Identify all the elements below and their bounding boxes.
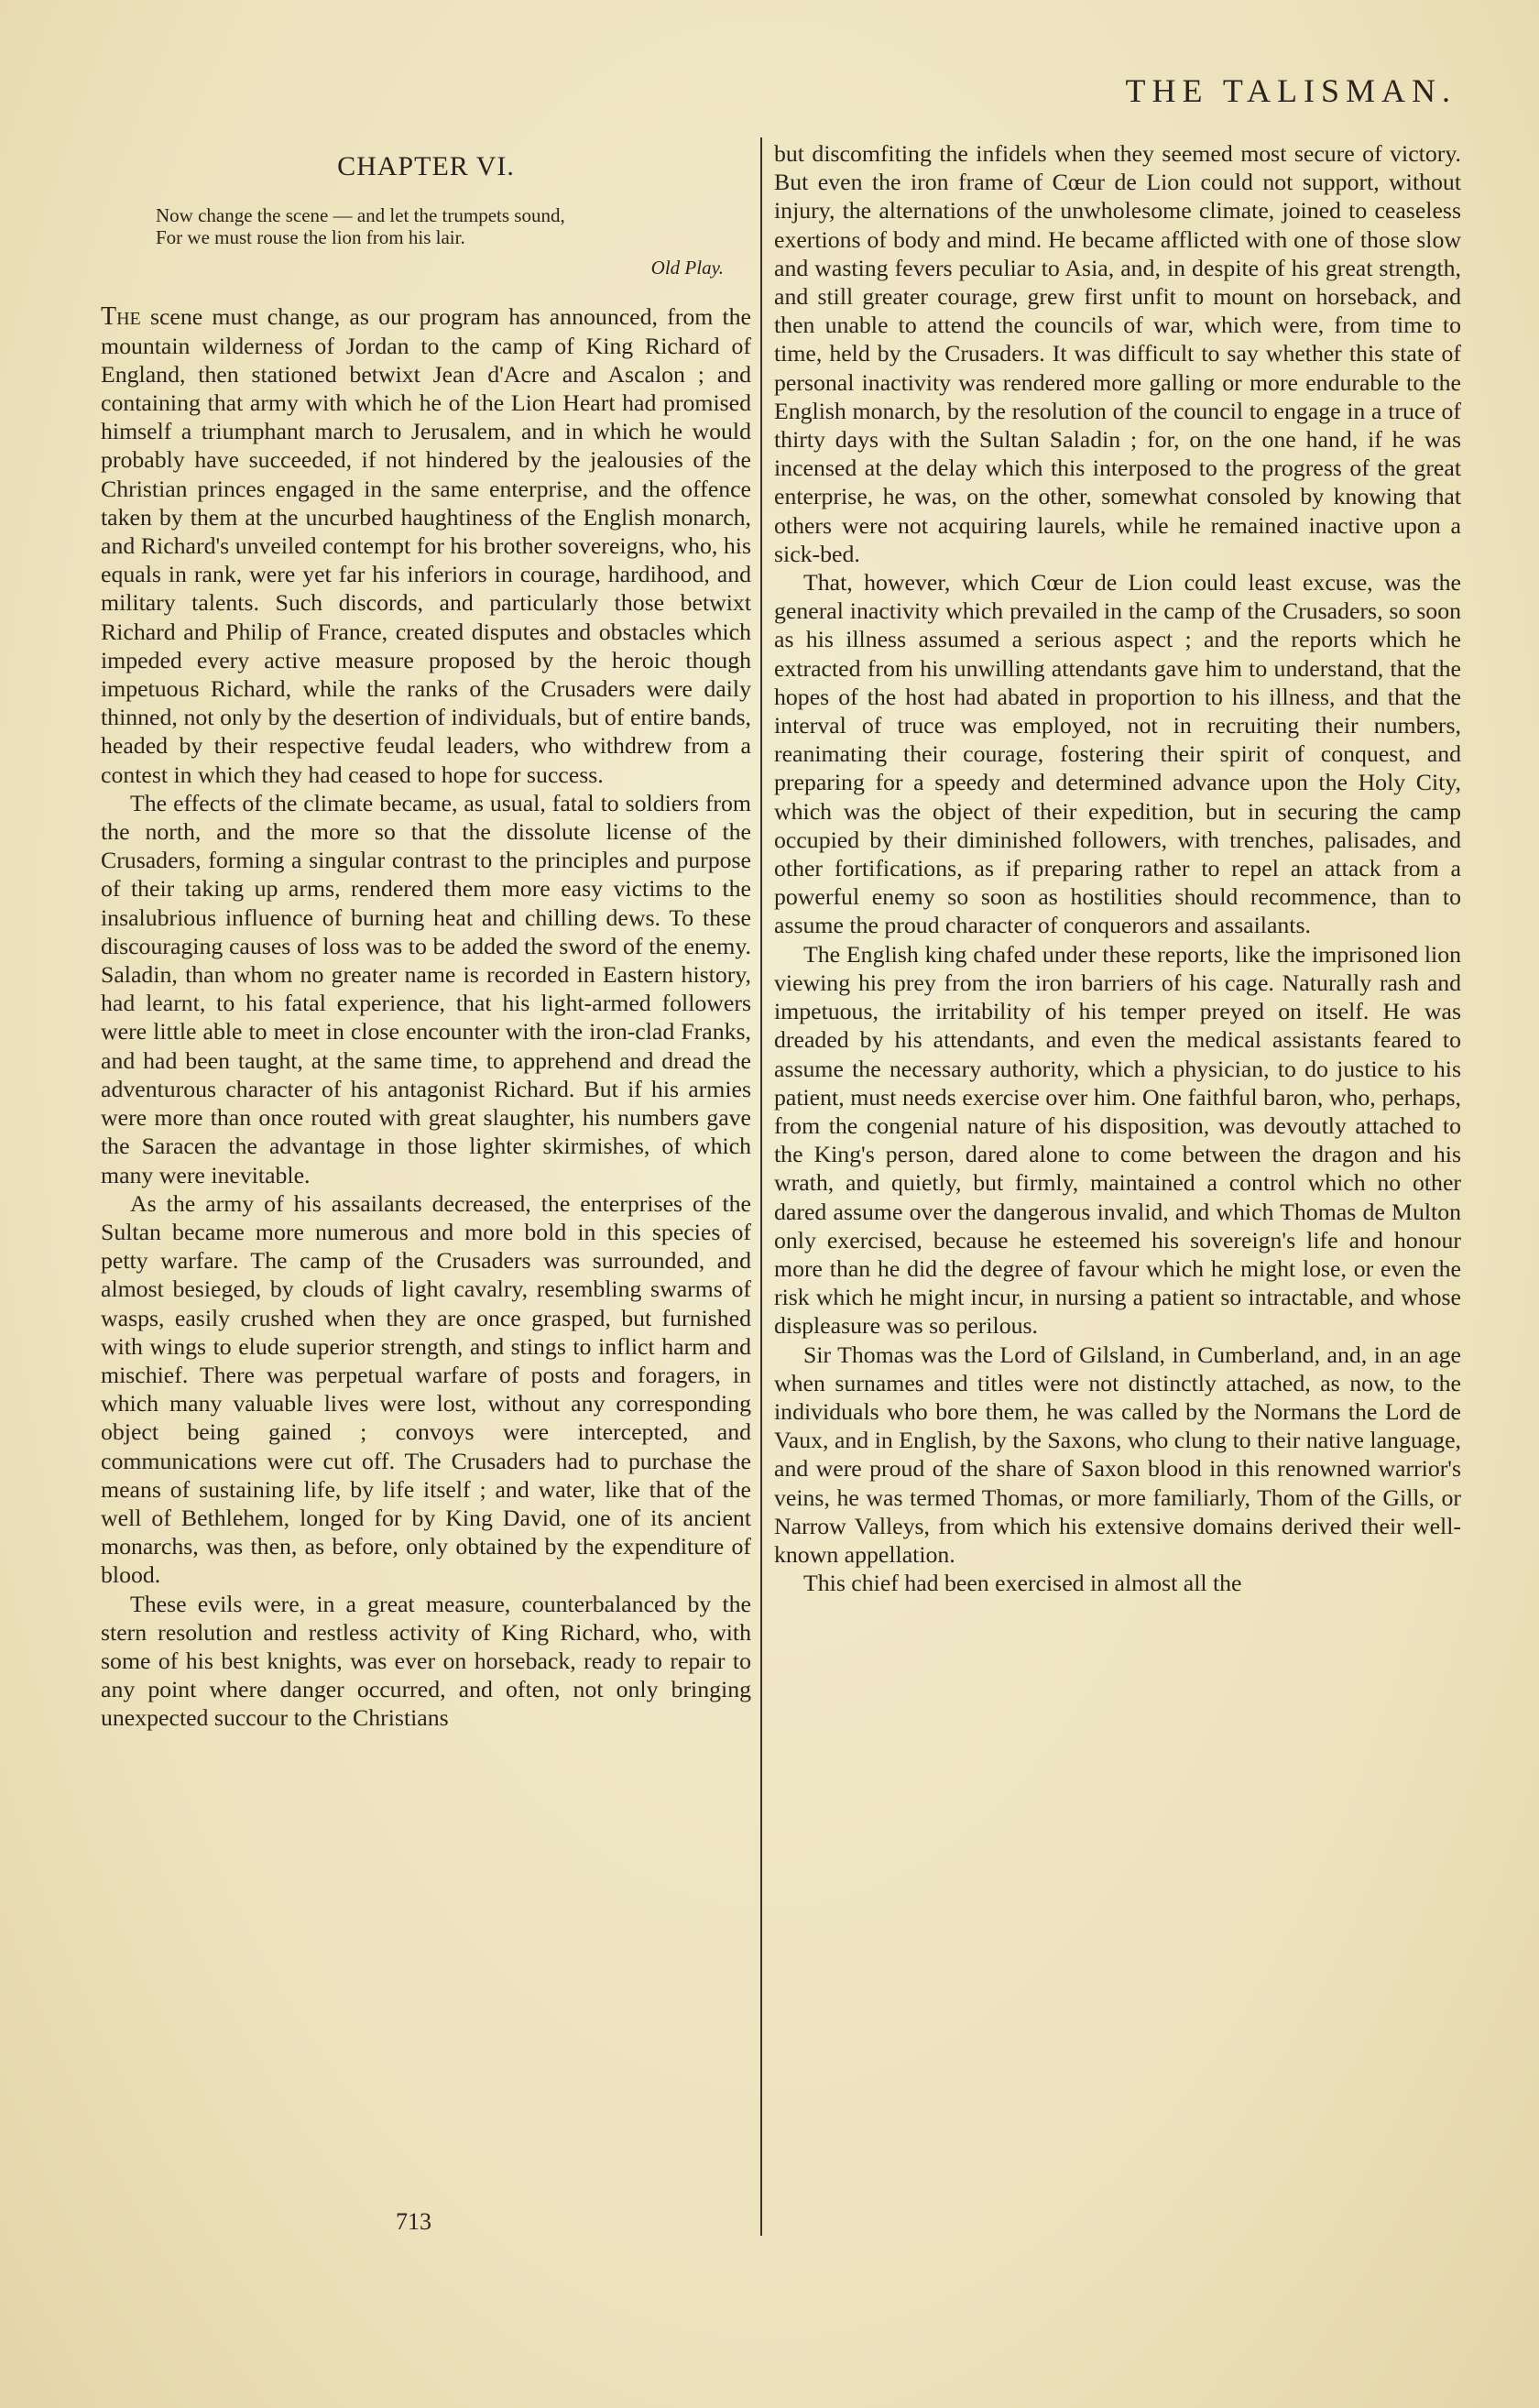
epigraph-line: For we must rouse the lion from his lair. bbox=[156, 226, 465, 249]
paragraph bbox=[101, 302, 751, 788]
paragraph: but discomfiting the infidels when they seemed most secure of victory. But even the iron frame of Cœur de Lion could not support, without injury, the alternations of the unwholesome climate, joined to ceaseless exertions of body and mind. He became afflicted with one of those slow and wasting fevers peculiar to Asia, and, in despite of his great strength, and still greater courage, grew first unfit to mount on horseback, and then unable to attend the councils of war, which were, from time to time, held by the Crusaders. It was difficult to say whether this state of personal inactivity was rendered more galling or more endurable to the English monarch, by the resolution of the council to engage in a truce of thirty days with the Sultan Saladin ; for, on the one hand, if he was incensed at the delay which this interposed to the progress of the great enterprise, he was, on the other, somewhat consoled by knowing that others were not acquiring laurels, while he remained inactive upon a sick-bed. bbox=[774, 140, 1461, 567]
paragraph: The English king chafed under these reports, like the imprisoned lion viewing his prey from the iron barriers of his cage. Naturally rash and impetuous, the irritability of his temper preyed on itself. He was dreaded by his attendants, and even the medical assistants feared to assume the necessary authority, which a physician, to do justice to his patient, must needs exercise over him. One faithful baron, who, perhaps, from the congenial nature of his disposition, was devoutly attached to the King's person, dared alone to come between the dragon and his wrath, and quietly, but firmly, maintained a control which no other dared assume over the dangerous invalid, and which Thomas de Multon only exercised, because he esteemed his sovereign's life and honour more than he did the degree of favour which he might lose, or even the risk which he might incur, in nursing a patient so intractable, and whose displeasure was so perilous. bbox=[774, 940, 1461, 1340]
paragraph: As the army of his assailants decreased, the enterprises of the Sultan became more numerous and more bold in this species of petty warfare. The camp of the Crusaders was surrounded, and almost besieged, by clouds of light cavalry, resembling swarms of wasps, easily crushed when they are once grasped, but furnished with wings to elude superior strength, and stings to inflict harm and mischief. There was perpetual warfare of posts and foragers, in which many valuable lives were lost, without any corresponding object being gained ; convoys were intercepted, and communications were cut off. The Crusaders had to purchase the means of sustaining life, by life itself ; and water, like that of the well of Bethlehem, longed for by King David, one of its ancient monarchs, was then, as before, only obtained by the expenditure of blood. bbox=[101, 1189, 751, 1589]
column-rule bbox=[760, 137, 762, 2236]
paragraph: Sir Thomas was the Lord of Gilsland, in Cumberland, and, in an age when surnames and titles were not distinctly attached, as now, to the individuals who bore them, he was called by the Normans the Lord de Vaux, and in English, by the Saxons, who clung to their native language, and were proud of the share of Saxon blood in this renowned warrior's veins, he was termed Thomas, or more familiarly, Thom of the Gills, or Narrow Valleys, from which his extensive domains derived their well-known appellation. bbox=[774, 1341, 1461, 1568]
paragraph: These evils were, in a great measure, counterbalanced by the stern resolution and restless activity of King Richard, who, with some of his best knights, was ever on horseback, ready to repair to any point where danger occurred, and often, not only bringing unexpected succour to the Christians bbox=[101, 1590, 751, 1732]
paragraph: The effects of the climate became, as usual, fatal to soldiers from the north, and the more so that the dissolute license of the Crusaders, forming a singular contrast to the principles and purpose of their taking up arms, rendered them more easy victims to the insalubrious influence of burning heat and chilling dews. To these discouraging causes of loss was to be added the sword of the enemy. Saladin, than whom no greater name is recorded in Eastern history, had learnt, to his fatal experience, that his light-armed followers were little able to meet in close encounter with the iron-clad Franks, and had been taught, at the same time, to apprehend and dread the adventurous character of his antagonist Richard. But if his armies were more than once routed with great slaughter, his numbers gave the Saracen the advantage in those lighter skirmishes, of which many were inevitable. bbox=[101, 789, 751, 1188]
epigraph-line: Now change the scene — and let the trumpets sound, bbox=[156, 204, 565, 227]
paragraph-text: scene must change, as our program has announced, from the mountain wilderness of Jordan to the camp of King Richard of England, then stationed betwixt Jean d'Acre and Ascalon ; and containing that army with which he of the Lion Heart had promised himself a triumphant march to Jerusalem, and in which he would probably have succeeded, if not hindered by the jealousies of the Christian princes engaged in the same enterprise, and the offence taken by them at the uncurbed haughtiness of the English monarch, and Richard's unveiled contempt for his brother sovereigns, who, his equals in rank, were yet far his inferiors in courage, hardihood, and military talents. Such discords, and particularly those betwixt Richard and Philip of France, created disputes and obstacles which impeded every active measure proposed by the heroic though impetuous Richard, while the ranks of the Crusaders were daily thinned, not only by the desertion of individuals, but of entire bands, headed by their respective feudal leaders, who withdrew from a contest in which they had ceased to hope for success. bbox=[101, 303, 751, 788]
epigraph bbox=[156, 204, 733, 248]
paragraph: That, however, which Cœur de Lion could least excuse, was the general inactivity which prevailed in the camp of the Crusaders, so soon as his illness assumed a serious aspect ; and the reports which he extracted from his unwilling attendants gave him to understand, that the hopes of the host had abated in proportion to his illness, and that the interval of truce was employed, not in recruiting their numbers, reanimating their courage, fostering their spirit of conquest, and preparing for a speedy and determined advance upon the Holy City, which was the object of their expedition, but in securing the camp occupied by their diminished followers, with trenches, palisades, and other fortifications, as if preparing rather to repel an attack from a powerful enemy so soon as hostilities should recommence, than to assume the proud character of conquerors and assailants. bbox=[774, 569, 1461, 939]
epigraph-source: Old Play. bbox=[650, 257, 724, 279]
running-head: THE TALISMAN. bbox=[1125, 72, 1457, 109]
left-column bbox=[101, 137, 751, 1733]
chapter-heading: CHAPTER VI. bbox=[337, 151, 515, 181]
right-column bbox=[774, 139, 1461, 1597]
page-number: 713 bbox=[396, 2208, 431, 2235]
opening-word: The bbox=[101, 302, 141, 332]
paragraph: This chief had been exercised in almost all the bbox=[803, 1570, 1242, 1597]
